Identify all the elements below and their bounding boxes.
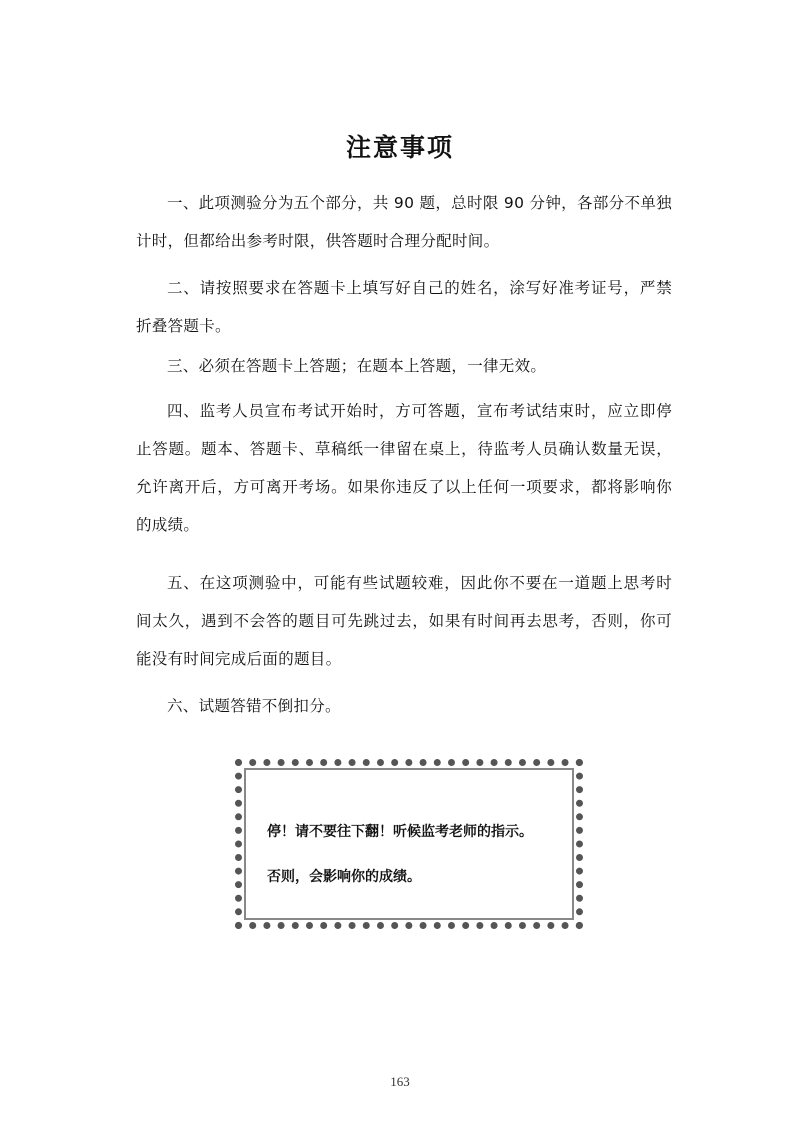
instruction-item-3: 三、必须在答题卡上答题；在题本上答题，一律无效。: [167, 357, 547, 375]
instruction-item-2: 二、请按照要求在答题卡上填写好自己的姓名，涂写好准考证号，严禁折叠答题卡。: [136, 279, 672, 335]
instruction-item-6: 六、试题答错不倒扣分。: [167, 697, 341, 715]
stop-notice-box: [235, 759, 583, 929]
instruction-item-5: 五、在这项测验中，可能有些试题较难，因此你不要在一道题上思考时间太久，遇到不会答的题目可先跳过去，如果有时间再去思考，否则，你可能没有时间完成后面的题目。: [136, 574, 672, 668]
page-title: 注意事项: [345, 133, 454, 162]
instruction-item-1: 一、此项测验分为五个部分，共 90 题，总时限 90 分钟，各部分不单独计时，但都给出参考时限，供答题时合理分配时间。: [136, 194, 672, 250]
instruction-item-4: 四、监考人员宣布考试开始时，方可答题，宣布考试结束时，应立即停止答题。题本、答题卡、草稿纸一律留在桌上，待监考人员确认数量无误，允许离开后，方可离开考场。如果你违反了以上任何一项要求，都将影响你的成绩。: [136, 402, 672, 534]
notice-line-warning: 否则，会影响你的成绩。: [267, 869, 421, 885]
notice-line-stop: 停！请不要往下翻！听候监考老师的指示。: [267, 824, 533, 840]
page-number: 163: [390, 1074, 410, 1089]
